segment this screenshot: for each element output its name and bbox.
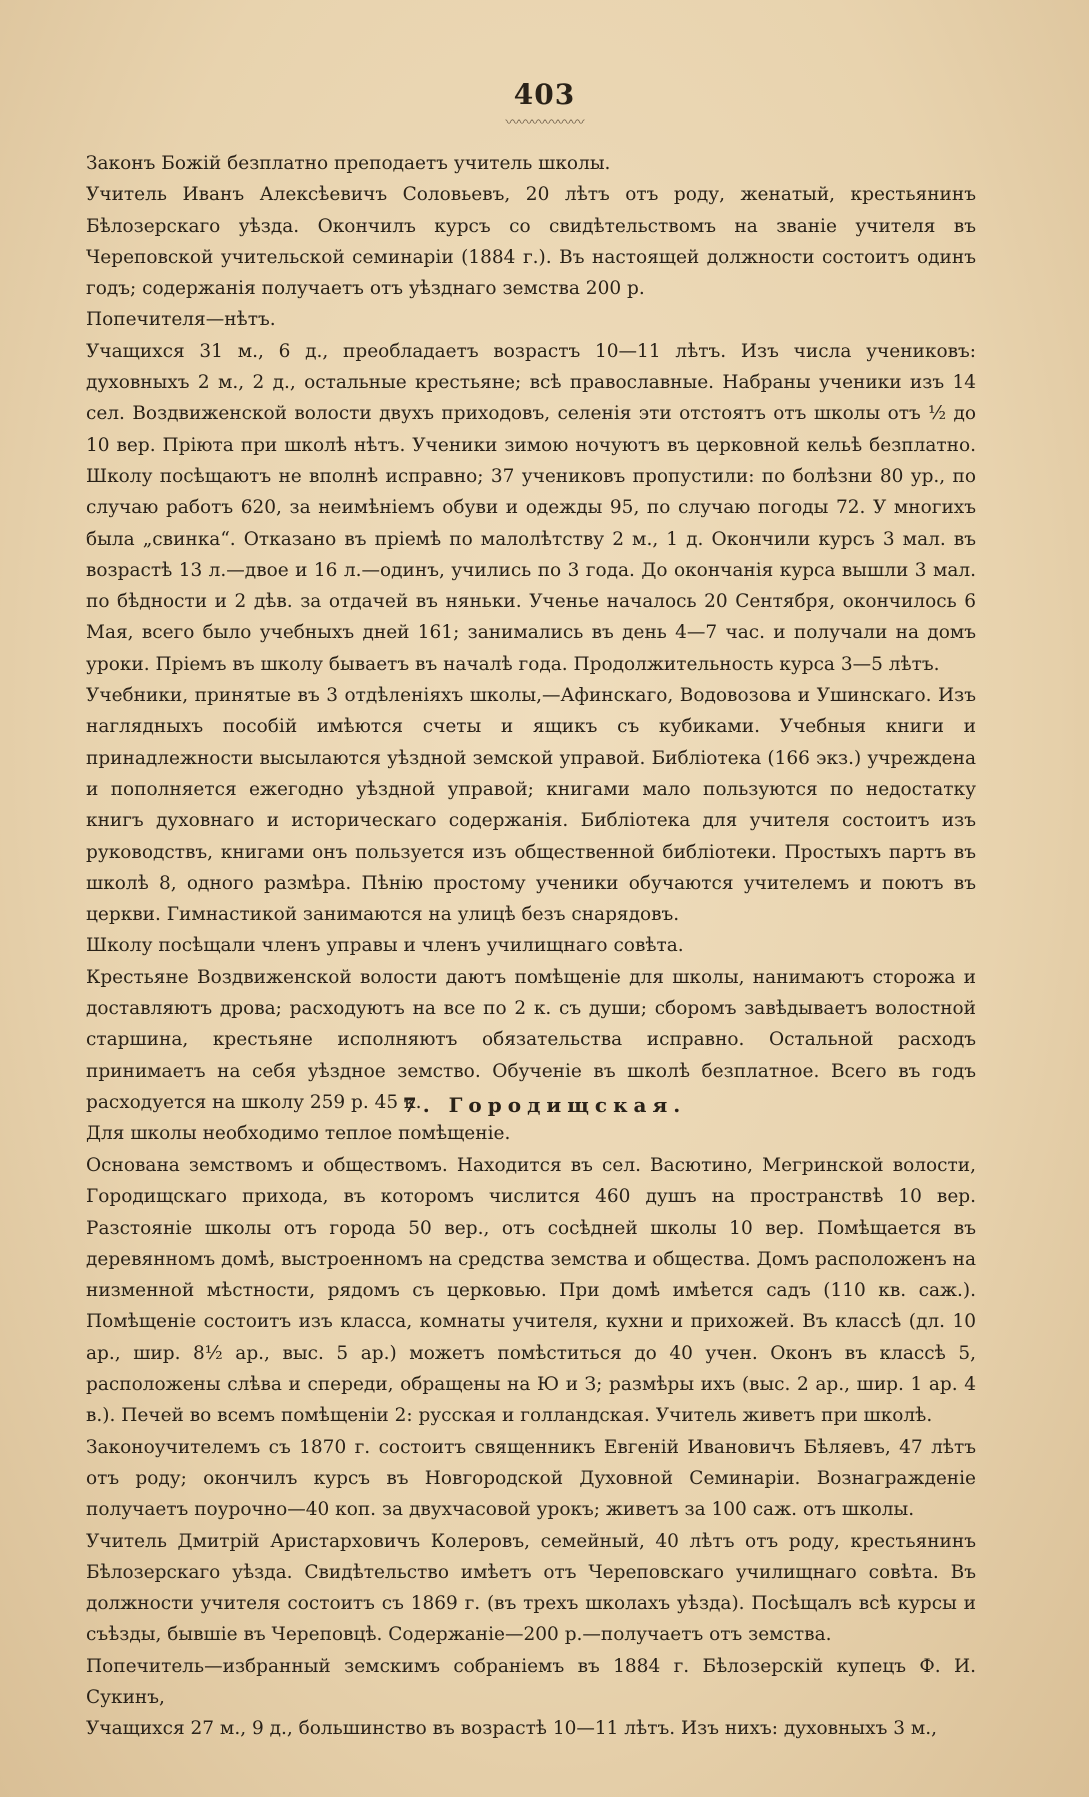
paragraph: Законъ Божій безплатно преподаетъ учитель школы. [86, 153, 611, 174]
section-heading: 7. Городищская. [402, 1093, 687, 1117]
paragraph: Учащихся 27 м., 9 д., большинство въ возрастѣ 10—11 лѣтъ. Изъ нихъ: духовныхъ 3 м., [86, 1718, 938, 1740]
paragraph: Учитель Иванъ Алексѣевичъ Соловьевъ, 20 лѣтъ отъ роду, женатый, крестьянинъ Бѣлозерскаго уѣзда. Окончилъ курсъ со свидѣтельствомъ на званіе учителя въ Череповской учительской семинаріи (1884 г.). Въ настоящей должности состоитъ одинъ годъ; содержанія получаетъ отъ уѣзднаго земства 200 р. [86, 184, 976, 300]
paragraph: Крестьяне Воздвиженской волости даютъ помѣщеніе для школы, нанимаютъ сторожа и доставляютъ дрова; расходуютъ на все по 2 к. съ души; сборомъ завѣдываетъ волостной старшина, крестьяне исполняютъ обязательства исправно. Остальной расходъ принимаетъ на себя уѣздное земство. Обученіе въ школѣ безплатное. Всего въ годъ расходуется на школу 259 р. 45 к. [86, 966, 976, 1113]
paragraph: Учитель Дмитрій Аристарховичъ Колеровъ, семейный, 40 лѣтъ отъ роду, крестьянинъ Бѣлозерскаго уѣзда. Свидѣтельство имѣетъ отъ Череповскаго училищнаго совѣта. Въ должности учителя состоитъ съ 1869 г. (въ трехъ школахъ уѣзда). Посѣщалъ всѣ курсы и съѣзды, бывшіе въ Череповцѣ. Содержаніе—200 р.—получаетъ отъ земства. [86, 1530, 976, 1646]
ornament-divider: 〰〰〰〰〰〰 [505, 115, 584, 131]
paragraph: Для школы необходимо теплое помѣщеніе. [86, 1123, 511, 1145]
paragraph: Учащихся 31 м., 6 д., преобладаетъ возрастъ 10—11 лѣтъ. Изъ числа учениковъ: духовныхъ 2 м., 2 д., остальные крестьяне; всѣ православные. Набраны ученики изъ 14 сел. Воздвиженской волости двухъ приходовъ, селенія эти отстоятъ отъ школы отъ ½ до 10 вер. Пріюта при школѣ нѣтъ. Ученики зимою ночуютъ въ церковной кельѣ безплатно. Школу посѣщаютъ не вполнѣ исправно; 37 учениковъ пропустили: по болѣзни 80 ур., по случаю работъ 620, за неимѣніемъ обуви и одежды 95, по случаю погоды 72. У многихъ была „свинка“. Отказано въ пріемѣ по малолѣтству 2 м., 1 д. Окончили курсъ 3 мал. въ возрастѣ 13 л.—двое и 16 л.—одинъ, учились по 3 года. До окончанія курса вышли 3 мал. по бѣдности и 2 дѣв. за отдачей въ няньки. Ученье началось 20 Сентября, окончилось 6 Мая, всего было учебныхъ дней 161; занимались въ день 4—7 час. и получали на домъ уроки. Пріемъ въ школу бываетъ въ началѣ года. Продолжительность курса 3—5 лѣтъ. [86, 340, 976, 675]
text-block-school-6 [86, 148, 976, 1150]
paragraph: Основана земствомъ и обществомъ. Находится въ сел. Васютино, Мегринской волости, Городищскаго прихода, въ которомъ числится 460 душъ на пространствѣ 10 вер. Разстояніе школы отъ города 50 вер., отъ сосѣдней школы 10 вер. Помѣщается въ деревянномъ домѣ, выстроенномъ на средства земства и общества. Домъ расположенъ на низменной мѣстности, рядомъ съ церковью. При домѣ имѣется садъ (110 кв. саж.). Помѣщеніе состоитъ изъ класса, комнаты учителя, кухни и прихожей. Въ классѣ (дл. 10 ар., шир. 8½ ар., выс. 5 ар.) можетъ помѣститься до 40 учен. Оконъ въ классѣ 5, расположены слѣва и спереди, обращены на Ю и З; размѣры ихъ (выс. 2 ар., шир. 1 ар. 4 в.). Печей во всемъ помѣщеніи 2: русская и голландская. Учитель живетъ при школѣ. [86, 1155, 976, 1427]
paragraph: Законоучителемъ съ 1870 г. состоитъ священникъ Евгеній Ивановичъ Бѣляевъ, 47 лѣтъ отъ роду; окончилъ курсъ въ Новгородской Духовной Семинаріи. Вознагражденіе получаетъ поурочно—40 коп. за двухчасовой урокъ; живетъ за 100 саж. отъ школы. [86, 1436, 976, 1521]
paragraph: Попечителя—нѣтъ. [86, 309, 276, 331]
paragraph: Учебники, принятые въ 3 отдѣленіяхъ школы,—Афинскаго, Водовозова и Ушинскаго. Изъ наглядныхъ пособій имѣются счеты и ящикъ съ кубиками. Учебныя книги и принадлежности высылаются уѣздной земской управой. Библіотека (166 экз.) учреждена и пополняется ежегодно уѣздной управой; книгами мало пользуются по недостатку книгъ духовнаго и историческаго содержанія. Библіотека для учителя состоитъ изъ руководствъ, книгами онъ пользуется изъ общественной библіотеки. Простыхъ партъ въ школѣ 8, одного размѣра. Пѣнію простому ученики обучаются учителемъ и поютъ въ церкви. Гимнастикой занимаются на улицѣ безъ снарядовъ. [86, 685, 976, 926]
paragraph: Школу посѣщали членъ управы и членъ училищнаго совѣта. [86, 935, 684, 957]
page-number: 403 [513, 78, 576, 111]
text-block-school-7 [86, 1150, 976, 1745]
paragraph: Попечитель—избранный земскимъ собраніемъ въ 1884 г. Бѣлозерскій купецъ Ф. И. Сукинъ, [86, 1655, 976, 1709]
